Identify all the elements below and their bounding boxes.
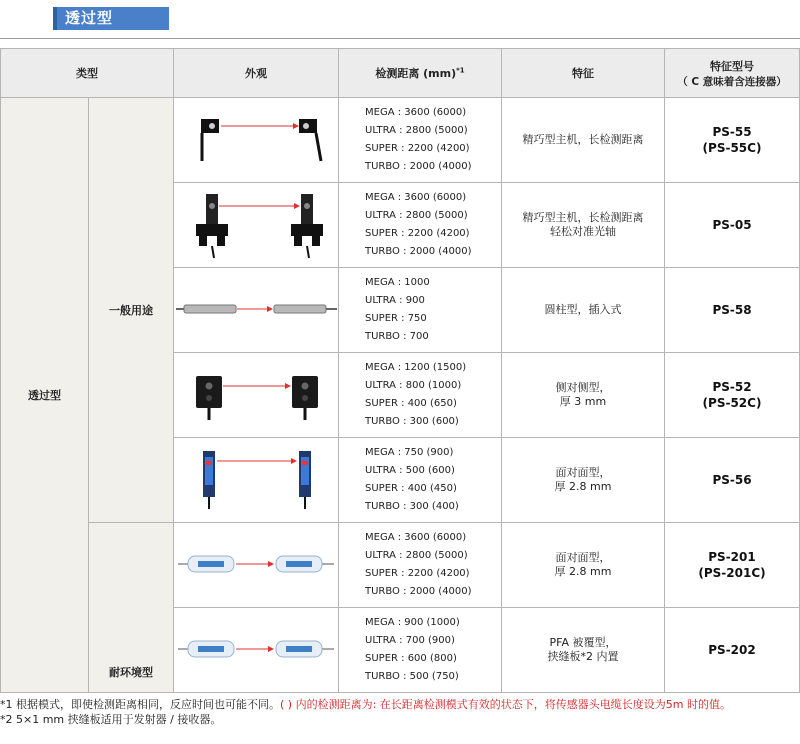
mounted-sensor-pair-icon — [181, 250, 331, 263]
distance-line: TURBO : 2000 (4000) — [365, 586, 472, 597]
feature-cell — [502, 268, 665, 353]
distance-line: TURBO : 300 (400) — [365, 501, 459, 512]
distance-line: ULTRA : 2800 (5000) — [365, 550, 468, 561]
spec-table — [0, 48, 800, 693]
header-model-line2: （ C 意味着含连接器） — [677, 75, 787, 88]
header-model — [665, 49, 800, 98]
model-cell — [665, 183, 800, 268]
distance-line: TURBO : 500 (750) — [365, 671, 459, 682]
feature-line: 精巧型主机，长检测距离 — [522, 211, 644, 224]
table-row — [1, 98, 800, 183]
footnotes — [0, 697, 800, 727]
model-code: PS-05 — [712, 218, 752, 232]
distance-line: MEGA : 3600 (6000) — [365, 107, 467, 118]
header-distance — [339, 49, 502, 98]
feature-line: 面对面型， — [555, 466, 611, 479]
model-code: PS-56 — [712, 473, 752, 487]
feature-line: 厚 2.8 mm — [554, 480, 612, 493]
distance-line: SUPER : 2200 (4200) — [365, 568, 470, 579]
feature-cell — [502, 183, 665, 268]
footnote-1 — [0, 697, 800, 712]
appearance-cell — [174, 438, 339, 523]
appearance-cell — [174, 98, 339, 183]
distance-cell — [339, 183, 502, 268]
distance-cell — [339, 353, 502, 438]
model-cell — [665, 438, 800, 523]
distance-line: ULTRA : 800 (1000) — [365, 380, 462, 391]
distance-line: ULTRA : 2800 (5000) — [365, 125, 468, 136]
distance-line: ULTRA : 2800 (5000) — [365, 210, 468, 221]
distance-line: TURBO : 700 — [365, 331, 429, 342]
distance-line: SUPER : 2200 (4200) — [365, 143, 470, 154]
distance-line: MEGA : 1200 (1500) — [365, 362, 467, 373]
distance-line: MEGA : 3600 (6000) — [365, 192, 467, 203]
feature-line: 轻松对准光轴 — [550, 225, 616, 238]
title-divider — [0, 38, 800, 39]
model-cell — [665, 608, 800, 693]
feature-line: 圆柱型，插入式 — [544, 303, 622, 316]
feature-line: 侧对侧型， — [555, 381, 611, 394]
distance-cell — [339, 523, 502, 608]
appearance-cell — [174, 183, 339, 268]
feature-line: 挟缝板*2 内置 — [547, 650, 619, 663]
footnote-2: *2 5×1 mm 挟缝板适用于发射器 / 接收器。 — [0, 713, 222, 726]
group-general-use: 一般用途 — [89, 98, 174, 523]
feature-line: 厚 2.8 mm — [554, 565, 612, 578]
distance-line: TURBO : 2000 (4000) — [365, 246, 472, 257]
footnote-1-text: *1 根据模式，即使检测距离相同，反应时间也可能不同。 — [0, 698, 280, 711]
distance-cell — [339, 268, 502, 353]
feature-line: 厚 3 mm — [559, 395, 607, 408]
feature-line: 精巧型主机，长检测距离 — [522, 133, 644, 146]
distance-line: MEGA : 1000 — [365, 277, 430, 288]
feature-line: PFA 被覆型， — [549, 636, 617, 649]
distance-line: ULTRA : 900 — [365, 295, 425, 306]
side-sensor-pair-icon — [181, 412, 331, 425]
model-cell — [665, 353, 800, 438]
distance-cell — [339, 608, 502, 693]
tube-sensor-pair-icon — [176, 568, 336, 581]
model-code: (PS-55C) — [702, 141, 762, 155]
model-code: (PS-201C) — [698, 566, 766, 580]
table-row — [1, 523, 800, 608]
distance-line: MEGA : 900 (1000) — [365, 617, 460, 628]
distance-line: MEGA : 750 (900) — [365, 447, 454, 458]
section-title: 透过型 — [65, 9, 114, 27]
model-code: PS-55 — [712, 125, 752, 139]
footnote-1-red-text: ( ) 内的检测距离为: 在长距离检测模式有效的状态下，将传感器头电缆长度设为5m 时的值。 — [280, 698, 731, 711]
model-code: PS-201 — [708, 550, 756, 564]
section-title-bar — [53, 7, 169, 30]
model-cell — [665, 523, 800, 608]
feature-cell — [502, 438, 665, 523]
distance-line: MEGA : 3600 (6000) — [365, 532, 467, 543]
feature-cell — [502, 523, 665, 608]
header-model-line1: 特征型号 — [710, 59, 754, 73]
feature-cell — [502, 353, 665, 438]
distance-line: SUPER : 400 (650) — [365, 398, 457, 409]
distance-line: SUPER : 2200 (4200) — [365, 228, 470, 239]
distance-line: ULTRA : 500 (600) — [365, 465, 455, 476]
distance-line: SUPER : 600 (800) — [365, 653, 457, 664]
appearance-cell — [174, 353, 339, 438]
header-distance-note: *1 — [456, 66, 465, 75]
distance-line: SUPER : 400 (450) — [365, 483, 457, 494]
distance-line: ULTRA : 700 (900) — [365, 635, 455, 646]
appearance-cell — [174, 608, 339, 693]
model-code: PS-58 — [712, 303, 752, 317]
appearance-cell — [174, 268, 339, 353]
group-transmissive: 透过型 — [1, 98, 89, 693]
cylinder-sensor-pair-icon — [174, 309, 339, 322]
l-bracket-sensor-pair-icon — [181, 159, 331, 172]
face-sensor-pair-icon — [181, 501, 331, 514]
feature-line: 面对面型， — [555, 551, 611, 564]
distance-line: TURBO : 2000 (4000) — [365, 161, 472, 172]
distance-line: SUPER : 750 — [365, 313, 427, 324]
header-type: 类型 — [1, 49, 174, 98]
group-resistant: 耐环境型 — [89, 523, 174, 693]
appearance-cell — [174, 523, 339, 608]
distance-cell — [339, 438, 502, 523]
table-header-row — [1, 49, 800, 98]
distance-line: TURBO : 300 (600) — [365, 416, 459, 427]
header-feature: 特征 — [502, 49, 665, 98]
model-code: PS-202 — [708, 643, 756, 657]
model-code: (PS-52C) — [702, 396, 762, 410]
model-cell — [665, 268, 800, 353]
header-distance-label: 检测距离 (mm) — [375, 67, 457, 80]
model-code: PS-52 — [712, 380, 752, 394]
feature-cell — [502, 98, 665, 183]
distance-cell — [339, 98, 502, 183]
tube-sensor-pair-icon — [176, 653, 336, 666]
header-appearance: 外观 — [174, 49, 339, 98]
feature-cell — [502, 608, 665, 693]
model-cell — [665, 98, 800, 183]
